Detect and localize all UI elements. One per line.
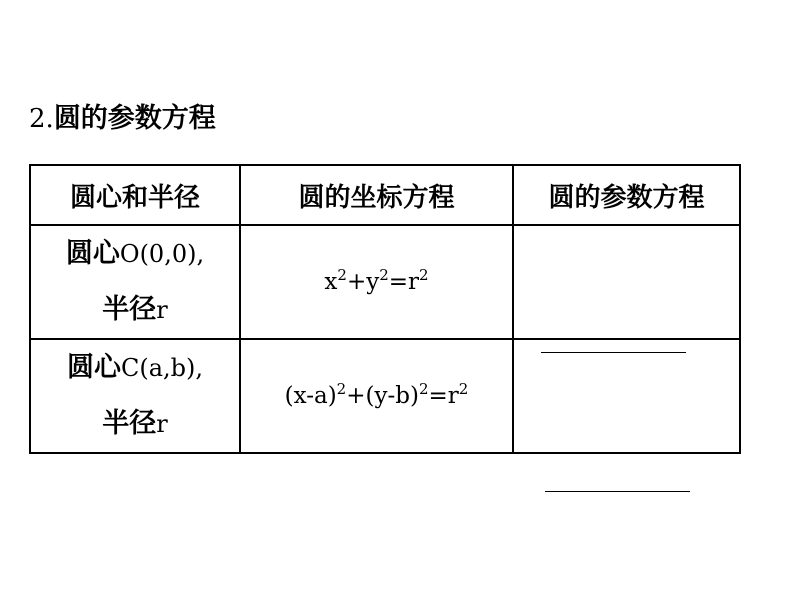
equation-exponent: 2 <box>337 266 347 284</box>
condition-cell <box>30 339 240 453</box>
section-title: 圆的参数方程 <box>53 103 216 134</box>
condition-cell <box>30 225 240 339</box>
circle-equation-table <box>29 164 741 454</box>
center-value: O(0,0), <box>119 240 205 268</box>
equation-part: +(y-b) <box>346 383 419 409</box>
radius-value: r <box>156 296 168 324</box>
standard-equation-cell <box>240 225 513 339</box>
header-parametric-equation: 圆的参数方程 <box>513 165 740 225</box>
section-number: 2. <box>29 104 54 134</box>
table-header-row <box>30 165 740 225</box>
radius-label: 半径 <box>102 294 157 325</box>
header-standard-equation: 圆的坐标方程 <box>240 165 513 225</box>
standard-equation <box>324 266 429 295</box>
radius-value: r <box>156 410 168 438</box>
answer-blank-line <box>545 491 690 492</box>
standard-equation <box>284 380 469 409</box>
standard-equation-cell <box>240 339 513 453</box>
radius-line <box>31 282 239 338</box>
center-label: 圆心 <box>66 352 121 383</box>
equation-part: =r <box>388 269 420 295</box>
section-heading <box>29 101 216 137</box>
radius-label: 半径 <box>102 408 157 439</box>
equation-part: +y <box>346 269 380 295</box>
center-value: C(a,b), <box>120 354 204 382</box>
equation-exponent: 2 <box>418 380 429 398</box>
table-row <box>30 339 740 453</box>
radius-line <box>31 396 239 452</box>
center-line <box>31 340 239 396</box>
equation-exponent: 2 <box>379 266 389 284</box>
center-line <box>31 226 239 282</box>
equation-exponent: 2 <box>419 266 429 284</box>
equation-part: =r <box>428 383 459 409</box>
table-row <box>30 225 740 339</box>
equation-exponent: 2 <box>458 380 469 398</box>
center-label: 圆心 <box>65 238 120 269</box>
equation-part: (x-a) <box>284 383 337 409</box>
equation-part: x <box>324 269 338 295</box>
equation-exponent: 2 <box>336 380 347 398</box>
answer-blank-line <box>541 352 686 353</box>
parametric-equation-cell <box>513 339 740 453</box>
header-center-radius: 圆心和半径 <box>30 165 240 225</box>
parametric-equation-cell <box>513 225 740 339</box>
